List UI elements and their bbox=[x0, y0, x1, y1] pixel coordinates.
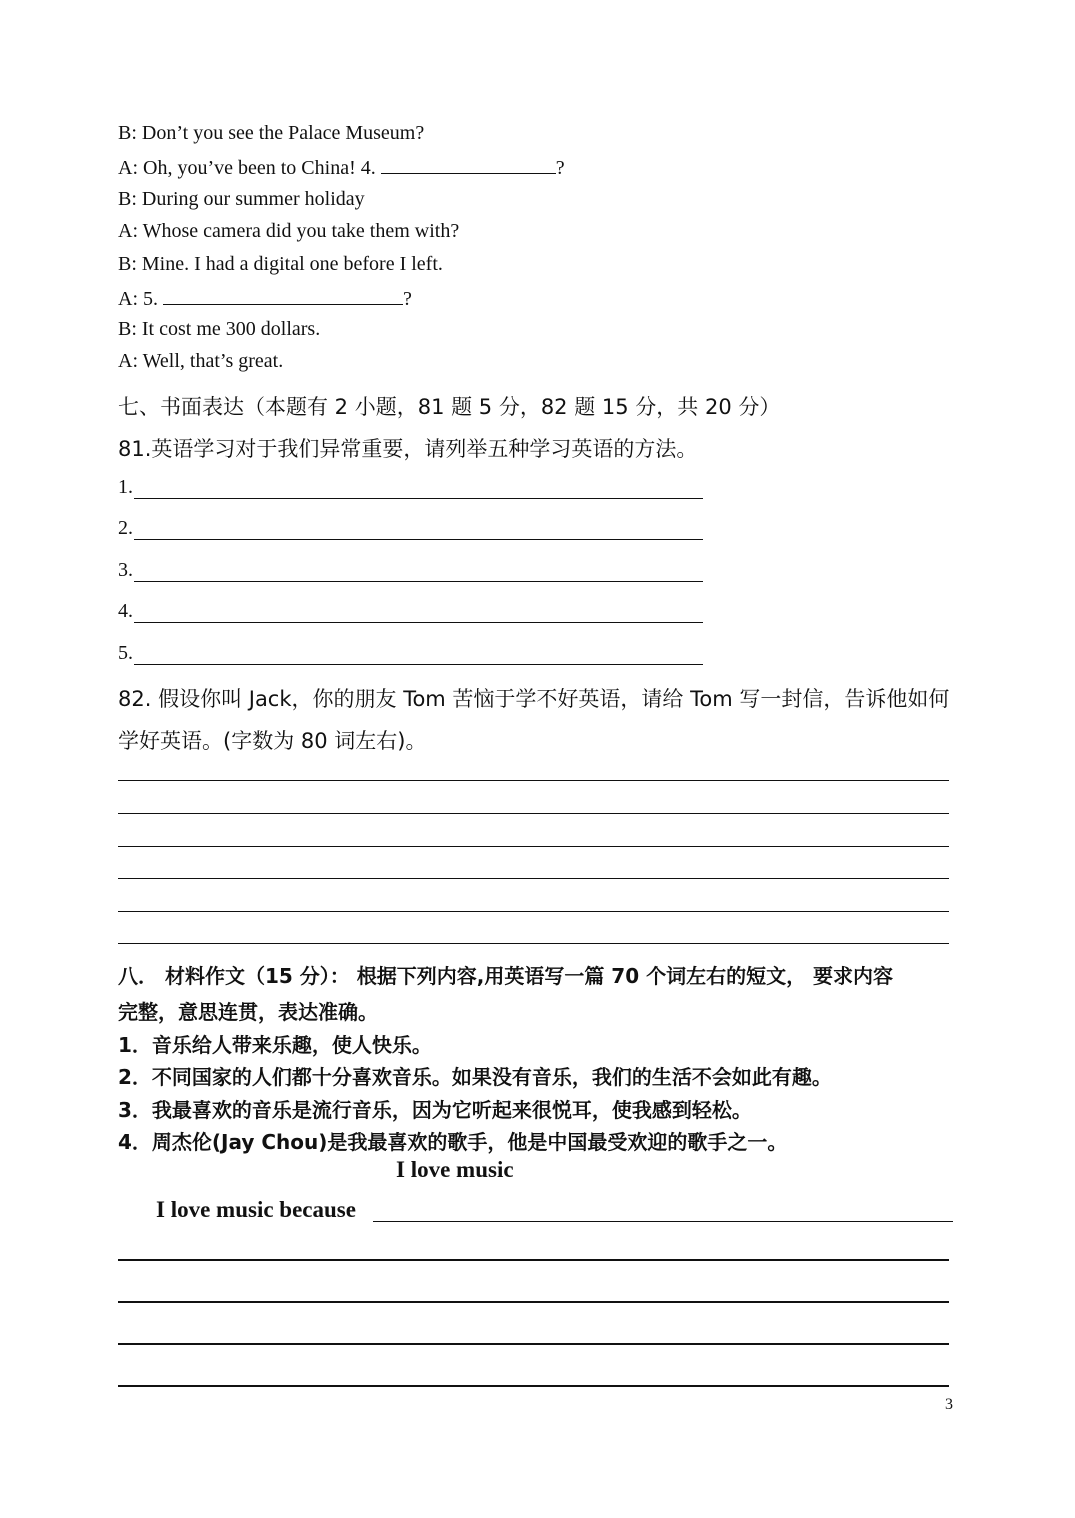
content-point-1: 1．音乐给人带来乐趣，使人快乐。 bbox=[118, 1033, 432, 1057]
question-82-line-2: 学好英语。(字数为 80 词左右)。 bbox=[118, 729, 427, 753]
dialogue-line-6 bbox=[118, 286, 412, 311]
dialogue-line-2 bbox=[118, 155, 565, 180]
writing-line[interactable] bbox=[118, 911, 949, 912]
essay-line[interactable] bbox=[118, 1385, 949, 1387]
content-point-4: 4．周杰伦(Jay Chou)是我最喜欢的歌手，他是中国最受欢迎的歌手之一。 bbox=[118, 1130, 788, 1154]
writing-line[interactable] bbox=[118, 943, 949, 944]
method-line-4[interactable] bbox=[118, 600, 133, 623]
item-number: 3. bbox=[118, 559, 133, 581]
item-number: 4. bbox=[118, 600, 133, 622]
dialogue-line-5: B: Mine. I had a digital one before I left. bbox=[118, 253, 443, 275]
essay-line[interactable] bbox=[118, 1301, 949, 1303]
dialogue-line-1: B: Don’t you see the Palace Museum? bbox=[118, 122, 425, 144]
question-mark: ? bbox=[555, 157, 565, 179]
dialogue-line-4: A: Whose camera did you take them with? bbox=[118, 220, 460, 242]
answer-blank-5[interactable] bbox=[163, 286, 403, 305]
section-8-heading-line-1: 八． 材料作文（15 分）： 根据下列内容,用英语写一篇 70 个词左右的短文， 要求内容 bbox=[118, 964, 894, 988]
item-number: 2. bbox=[118, 517, 133, 539]
question-81: 81.英语学习对于我们异常重要，请列举五种学习英语的方法。 bbox=[118, 437, 698, 461]
content-point-2: 2．不同国家的人们都十分喜欢音乐。如果没有音乐，我们的生活不会如此有趣。 bbox=[118, 1065, 832, 1089]
dialogue-line-6-text: A: 5. bbox=[118, 288, 158, 310]
essay-first-line[interactable] bbox=[373, 1221, 953, 1222]
section-8-heading-line-2: 完整，意思连贯，表达准确。 bbox=[118, 1000, 378, 1024]
essay-opening: I love music because bbox=[156, 1197, 356, 1222]
dialogue-line-7: B: It cost me 300 dollars. bbox=[118, 318, 321, 340]
dialogue-line-8: A: Well, that’s great. bbox=[118, 350, 284, 372]
essay-line[interactable] bbox=[118, 1343, 949, 1345]
method-line-2[interactable] bbox=[118, 517, 133, 540]
question-mark: ? bbox=[403, 288, 412, 310]
writing-line[interactable] bbox=[118, 846, 949, 847]
answer-blank-4[interactable] bbox=[381, 155, 556, 174]
dialogue-line-2-text: A: Oh, you’ve been to China! 4. bbox=[118, 157, 376, 179]
essay-line[interactable] bbox=[118, 1259, 949, 1261]
item-number: 1. bbox=[118, 476, 133, 498]
writing-line[interactable] bbox=[118, 878, 949, 879]
dialogue-line-3: B: During our summer holiday bbox=[118, 188, 365, 210]
writing-line[interactable] bbox=[118, 813, 949, 814]
content-point-3: 3．我最喜欢的音乐是流行音乐，因为它听起来很悦耳，使我感到轻松。 bbox=[118, 1098, 752, 1122]
method-line-3[interactable] bbox=[118, 559, 133, 582]
item-number: 5. bbox=[118, 642, 133, 664]
writing-line[interactable] bbox=[118, 780, 949, 781]
method-line-5[interactable] bbox=[118, 642, 133, 665]
essay-title: I love music bbox=[396, 1157, 514, 1182]
section-7-heading: 七、书面表达（本题有 2 小题，81 题 5 分，82 题 15 分，共 20 分） bbox=[118, 395, 781, 419]
question-82-line-1: 82. 假设你叫 Jack，你的朋友 Tom 苦恼于学不好英语，请给 Tom 写一封信，告诉他如何 bbox=[118, 687, 950, 711]
page-number: 3 bbox=[945, 1396, 953, 1413]
method-line-1[interactable] bbox=[118, 476, 133, 499]
